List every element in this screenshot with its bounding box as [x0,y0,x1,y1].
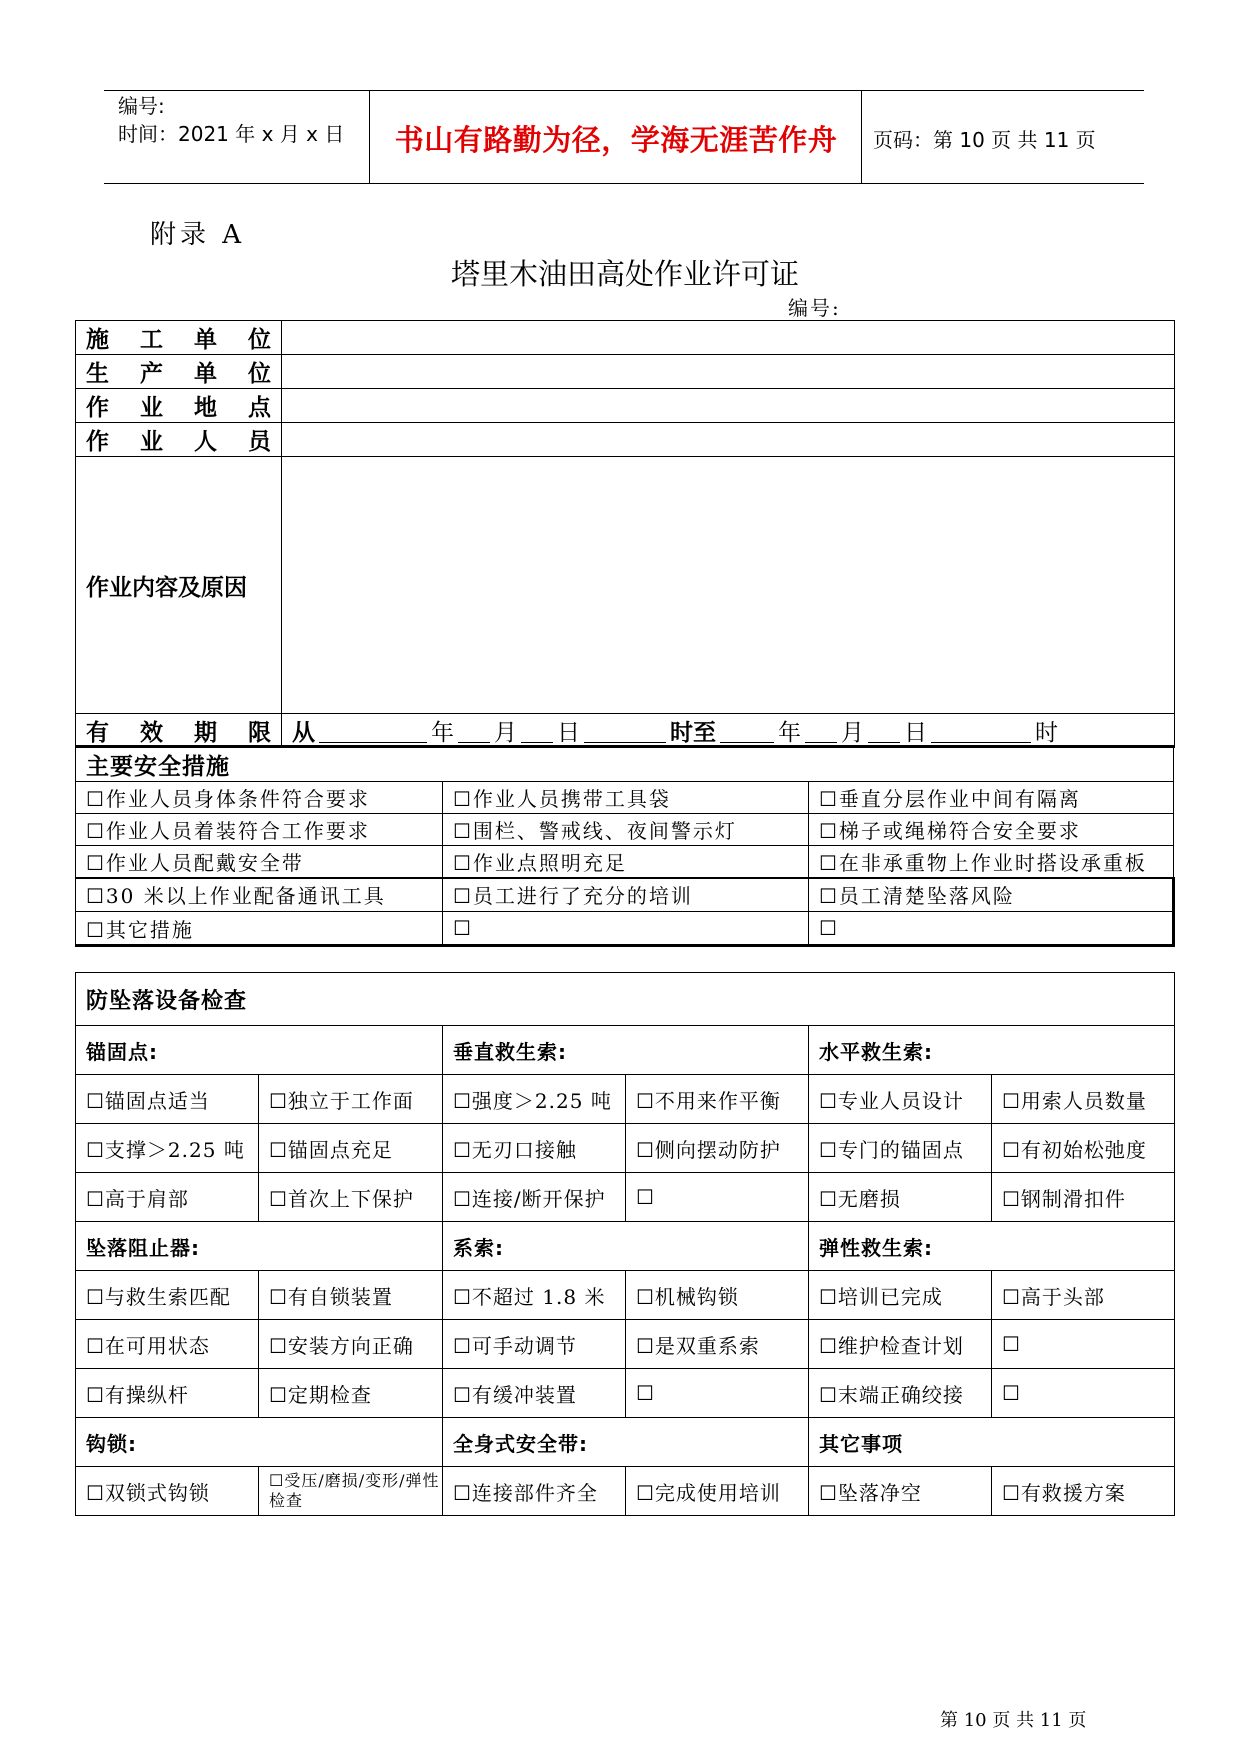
construction-unit-field[interactable] [282,321,1175,355]
to-hour-blank[interactable] [931,722,1031,743]
validity-text [86,714,281,747]
group-header-row [76,1026,1175,1075]
equipment-check-checkbox[interactable]: ☐高于头部 [992,1271,1175,1320]
workers-text [86,423,281,456]
table-row [76,814,1174,846]
work-location-field[interactable] [282,389,1175,423]
fall-protection-rows [76,1026,1175,1516]
appendix-label: 附录 A [150,220,246,250]
label-char: 作 [86,428,109,455]
equipment-check-checkbox[interactable]: ☐支撑＞2.25 吨 [76,1124,259,1173]
to-month-label: 月 [841,720,864,746]
group-header: 全身式安全带: [443,1418,809,1467]
production-unit-field[interactable] [282,355,1175,389]
label-char: 点 [248,394,271,421]
table-row [76,1467,1175,1516]
safety-measure-checkbox[interactable]: ☐在非承重物上作业时搭设承重板 [809,846,1174,878]
validity-label [76,714,282,748]
equipment-check-checkbox[interactable]: ☐ [992,1369,1175,1418]
table-row [76,846,1174,878]
basic-info-table [75,320,1175,748]
work-location-text [86,389,281,422]
equipment-check-checkbox[interactable]: ☐专业人员设计 [809,1075,992,1124]
equipment-check-checkbox[interactable]: ☐是双重系索 [626,1320,809,1369]
equipment-check-checkbox[interactable]: ☐安装方向正确 [259,1320,443,1369]
label-char: 产 [140,360,163,387]
label-char: 位 [248,326,271,353]
equipment-check-checkbox[interactable]: ☐高于肩部 [76,1173,259,1222]
label-char: 作 [86,394,109,421]
label-char: 单 [194,360,217,387]
equipment-check-checkbox[interactable]: ☐ [626,1173,809,1222]
label-char: 员 [248,428,271,455]
group-header: 其它事项 [809,1418,1175,1467]
header-page-info: 页码：第 10 页 共 11 页 [873,128,1096,152]
equipment-check-checkbox[interactable]: ☐有初始松弛度 [992,1124,1175,1173]
validity-field[interactable] [282,714,1175,748]
equipment-check-checkbox[interactable]: ☐在可用状态 [76,1320,259,1369]
safety-measure-checkbox[interactable]: ☐作业点照明充足 [443,846,809,878]
group-header-row [76,1418,1175,1467]
table-row [76,1320,1175,1369]
label-char: 业 [140,394,163,421]
from-year-blank[interactable] [319,722,427,743]
equipment-check-checkbox[interactable]: ☐强度＞2.25 吨 [443,1075,626,1124]
label-char: 施 [86,326,109,353]
equipment-check-checkbox[interactable]: ☐有操纵杆 [76,1369,259,1418]
label-char: 有 [86,719,109,746]
equipment-check-checkbox[interactable]: ☐有缓冲装置 [443,1369,626,1418]
safety-measures-table [75,745,1175,947]
group-header: 系索: [443,1222,809,1271]
validity-line [292,714,1174,747]
header-bottom-rule [104,183,1144,184]
label-char: 效 [140,719,163,746]
equipment-check-checkbox[interactable]: ☐无磨损 [809,1173,992,1222]
group-header-row [76,1222,1175,1271]
safety-measure-checkbox[interactable]: ☐作业人员配戴安全带 [76,846,443,878]
work-location-label [76,389,282,423]
equipment-check-checkbox[interactable]: ☐连接部件齐全 [443,1467,626,1516]
equipment-check-checkbox[interactable]: ☐首次上下保护 [259,1173,443,1222]
table-row [76,1369,1175,1418]
construction-unit-label [76,321,282,355]
safety-measure-checkbox[interactable]: ☐梯子或绳梯符合安全要求 [809,814,1174,846]
equipment-check-checkbox[interactable]: ☐锚固点充足 [259,1124,443,1173]
equipment-check-checkbox[interactable]: ☐钢制滑扣件 [992,1173,1175,1222]
page-footer: 第 10 页 共 11 页 [940,1710,1087,1731]
from-month-blank[interactable] [458,722,490,743]
safety-measure-checkbox[interactable]: ☐围栏、警戒线、夜间警示灯 [443,814,809,846]
equipment-check-checkbox[interactable]: ☐锚固点适当 [76,1075,259,1124]
header-serial-label: 编号: [118,94,165,118]
equipment-check-checkbox[interactable]: ☐有救援方案 [992,1467,1175,1516]
equipment-check-checkbox[interactable]: ☐培训已完成 [809,1271,992,1320]
validity-from: 从 [292,719,315,746]
safety-measures-title: 主要安全措施 [76,747,1174,782]
label-char: 地 [194,394,217,421]
equipment-check-checkbox[interactable]: ☐末端正确绞接 [809,1369,992,1418]
label-char: 位 [248,360,271,387]
to-month-blank[interactable] [805,722,837,743]
table-row [76,878,1174,912]
equipment-check-checkbox[interactable]: ☐无刃口接触 [443,1124,626,1173]
equipment-check-checkbox[interactable]: ☐侧向摆动防护 [626,1124,809,1173]
safety-measure-checkbox[interactable]: ☐作业人员身体条件符合要求 [76,782,443,814]
fall-protection-title: 防坠落设备检查 [76,973,1175,1026]
header-motto: 书山有路勤为径，学海无涯苦作舟 [394,123,838,157]
safety-measure-checkbox[interactable]: ☐员工进行了充分的培训 [443,878,809,912]
group-header: 坠落阻止器: [76,1222,443,1271]
equipment-check-checkbox[interactable]: ☐机械钩锁 [626,1271,809,1320]
label-char: 生 [86,360,109,387]
hour-to-label: 时至 [670,719,716,746]
from-year-label: 年 [431,720,454,746]
from-hour-blank[interactable] [584,722,666,743]
header-time: 时间：2021 年 x 月 x 日 [118,122,345,146]
equipment-check-checkbox[interactable]: ☐用索人员数量 [992,1075,1175,1124]
safety-measure-checkbox[interactable]: ☐作业人员着装符合工作要求 [76,814,443,846]
equipment-check-checkbox[interactable]: ☐与救生索匹配 [76,1271,259,1320]
equipment-check-checkbox[interactable]: ☐不用来作平衡 [626,1075,809,1124]
equipment-check-checkbox[interactable]: ☐可手动调节 [443,1320,626,1369]
production-unit-text [86,355,281,388]
group-header: 垂直救生索: [443,1026,809,1075]
equipment-check-checkbox[interactable]: ☐不超过 1.8 米 [443,1271,626,1320]
label-char: 工 [140,326,163,353]
table-row [76,782,1174,814]
to-day-blank[interactable] [868,722,900,743]
equipment-check-checkbox[interactable]: ☐坠落净空 [809,1467,992,1516]
from-day-blank[interactable] [521,722,553,743]
work-content-field[interactable] [282,457,1175,714]
page-title: 塔里木油田高处作业许可证 [450,257,799,291]
label-char: 限 [248,719,271,746]
label-char: 业 [140,428,163,455]
safety-measure-checkbox[interactable]: ☐员工清楚坠落风险 [809,878,1174,912]
fall-protection-table [75,972,1175,1516]
equipment-check-checkbox[interactable]: ☐专门的锚固点 [809,1124,992,1173]
equipment-check-checkbox[interactable]: ☐连接/断开保护 [443,1173,626,1222]
equipment-check-checkbox[interactable]: ☐有自锁装置 [259,1271,443,1320]
workers-label [76,423,282,457]
to-hour-label: 时 [1035,720,1058,746]
equipment-check-checkbox[interactable]: ☐ [992,1320,1175,1369]
label-char: 单 [194,326,217,353]
table-row [76,912,1174,946]
equipment-check-checkbox[interactable]: ☐维护检查计划 [809,1320,992,1369]
equipment-check-checkbox[interactable]: ☐定期检查 [259,1369,443,1418]
group-header: 水平救生索: [809,1026,1175,1075]
equipment-check-checkbox[interactable]: ☐受压/磨损/变形/弹性检查 [259,1467,443,1516]
safety-measure-checkbox[interactable]: ☐ [443,912,809,946]
from-month-label: 月 [494,720,517,746]
safety-measure-checkbox[interactable]: ☐垂直分层作业中间有隔离 [809,782,1174,814]
safety-measure-checkbox[interactable]: ☐ [809,912,1174,946]
group-header: 钩锁: [76,1418,443,1467]
equipment-check-checkbox[interactable]: ☐ [626,1369,809,1418]
table-row [76,1124,1175,1173]
from-day-label: 日 [557,720,580,746]
to-day-label: 日 [904,720,927,746]
to-year-blank[interactable] [720,722,774,743]
group-header: 锚固点: [76,1026,443,1075]
to-year-label: 年 [778,720,801,746]
label-char: 人 [194,428,217,455]
permit-number-label: 编号: [788,296,841,320]
safety-measure-checkbox[interactable]: ☐作业人员携带工具袋 [443,782,809,814]
safety-measures-rows [76,782,1174,946]
equipment-check-checkbox[interactable]: ☐双锁式钩锁 [76,1467,259,1516]
construction-unit-text [86,321,281,354]
safety-measure-checkbox[interactable]: ☐30 米以上作业配备通讯工具 [76,878,443,912]
table-row [76,1173,1175,1222]
table-row [76,1075,1175,1124]
equipment-check-checkbox[interactable]: ☐完成使用培训 [626,1467,809,1516]
group-header: 弹性救生索: [809,1222,1175,1271]
equipment-check-checkbox[interactable]: ☐独立于工作面 [259,1075,443,1124]
workers-field[interactable] [282,423,1175,457]
header-top-rule [104,90,1144,91]
safety-measure-checkbox[interactable]: ☐其它措施 [76,912,443,946]
label-char: 期 [194,719,217,746]
table-row [76,1271,1175,1320]
work-content-label: 作业内容及原因 [76,457,282,714]
production-unit-label [76,355,282,389]
